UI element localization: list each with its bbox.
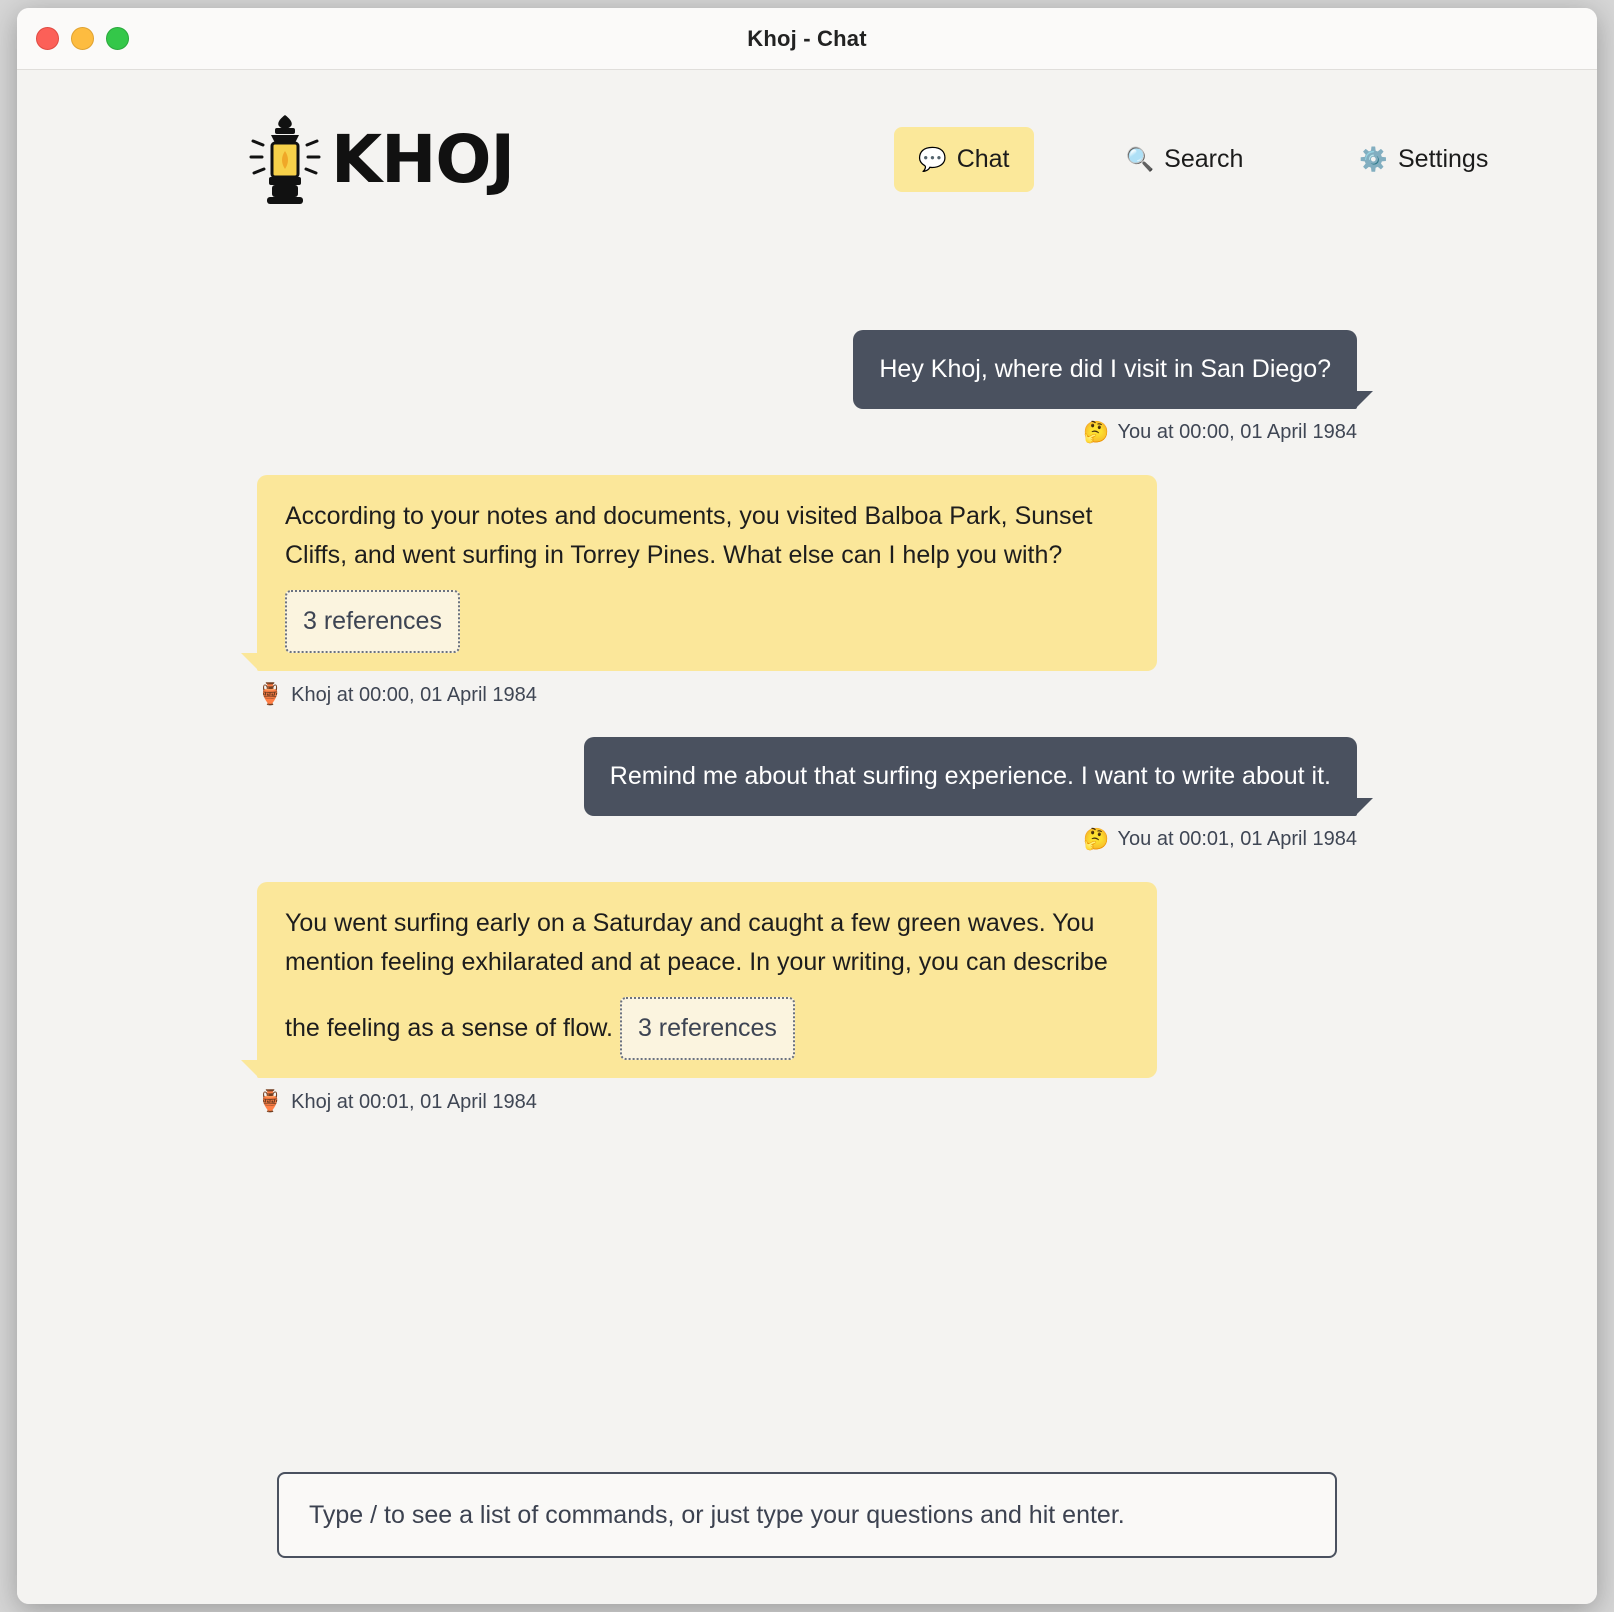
magnifier-icon: 🔍	[1125, 145, 1155, 172]
gear-icon: ⚙️	[1359, 145, 1388, 172]
app-content	[17, 70, 1597, 1604]
logo-wordmark: KHOJ	[331, 120, 515, 198]
khoj-logo[interactable]	[245, 111, 514, 207]
message-text: You went surfing early on a Saturday and caught a few green waves. You mention feeling exhilarated and at peace. In your writing, you can describe the feeling as a sense of flow.	[285, 908, 1108, 1043]
thinking-face-icon: 🤔	[1083, 420, 1110, 444]
lantern-emoji-icon: 🏺	[257, 1090, 284, 1113]
message-meta	[1083, 421, 1357, 445]
message-bubble-assistant	[257, 882, 1157, 1078]
message-meta	[257, 1090, 537, 1114]
message-meta-text: Khoj at 00:00, 01 April 1984	[291, 683, 537, 706]
lantern-icon	[245, 111, 325, 207]
chat-input-area	[277, 1472, 1337, 1558]
message-meta-text: Khoj at 00:01, 01 April 1984	[291, 1090, 537, 1113]
message-bubble-user: Hey Khoj, where did I visit in San Diego?	[853, 330, 1357, 409]
message-bubble-user: Remind me about that surfing experience. I want to write about it.	[584, 737, 1357, 816]
nav-label-search: Search	[1164, 144, 1244, 173]
references-button[interactable]: 3 references	[285, 590, 460, 653]
lantern-emoji-icon: 🏺	[257, 683, 284, 706]
thinking-face-icon: 🤔	[1083, 827, 1110, 851]
message-meta	[257, 683, 537, 707]
chat-message	[257, 737, 1357, 852]
message-bubble-assistant	[257, 475, 1157, 671]
chat-message	[257, 475, 1357, 707]
message-meta-text: You at 00:01, 01 April 1984	[1117, 828, 1357, 851]
app-header	[17, 70, 1597, 220]
nav-label-chat: Chat	[956, 144, 1010, 173]
chat-message	[257, 882, 1357, 1114]
app-window	[17, 8, 1597, 1604]
message-meta-text: You at 00:00, 01 April 1984	[1117, 421, 1357, 444]
nav-item-settings[interactable]	[1335, 127, 1512, 192]
chat-log	[17, 220, 1597, 1404]
chat-input[interactable]	[277, 1472, 1337, 1558]
main-nav	[894, 127, 1512, 192]
nav-item-chat[interactable]	[894, 127, 1033, 192]
message-meta	[1083, 828, 1357, 852]
window-title: Khoj - Chat	[747, 25, 867, 51]
chat-bubble-icon: 💬	[918, 145, 947, 172]
nav-item-search[interactable]	[1102, 127, 1268, 192]
title-bar	[17, 8, 1597, 70]
message-text: According to your notes and documents, you visited Balboa Park, Sunset Cliffs, and went surfing in Torrey Pines. What else can I help you with?	[285, 501, 1093, 569]
chat-message	[257, 330, 1357, 445]
nav-label-settings: Settings	[1398, 144, 1489, 173]
references-button[interactable]: 3 references	[620, 997, 795, 1060]
